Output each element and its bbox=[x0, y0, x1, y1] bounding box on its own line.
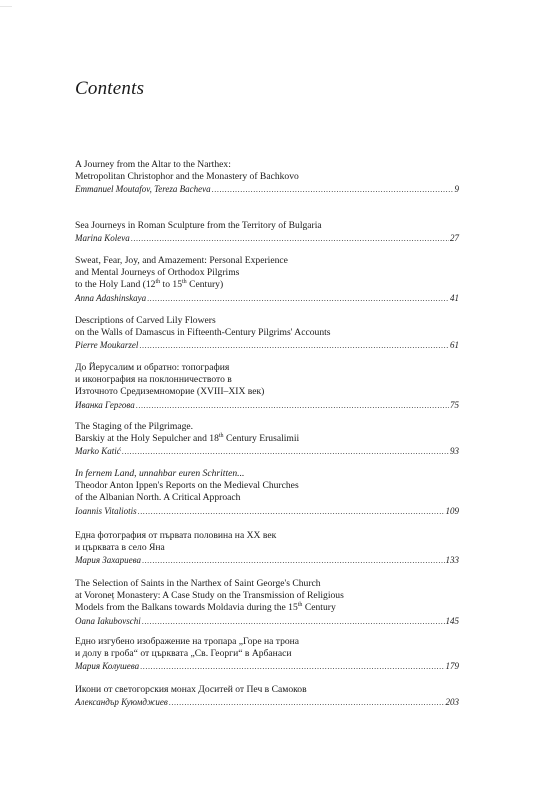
toc-entry[interactable] bbox=[75, 159, 459, 197]
entry-title-line: Източното Средиземноморие (XVIII–XIX век) bbox=[75, 386, 265, 398]
entry-page-number: 133 bbox=[445, 555, 459, 566]
entry-page-number: 9 bbox=[454, 184, 459, 195]
leader-dots bbox=[138, 506, 445, 518]
toc-entry[interactable] bbox=[75, 578, 459, 628]
entry-title-line: и долу в гроба“ от църквата „Св. Георги“ в Арбанаси bbox=[75, 648, 292, 660]
entry-page-number: 179 bbox=[445, 661, 459, 672]
toc-entry[interactable] bbox=[75, 255, 459, 305]
entry-title-line: The Staging of the Pilgrimage. bbox=[75, 421, 194, 432]
entry-author: Marko Katić bbox=[75, 446, 121, 457]
entry-page-number: 203 bbox=[445, 697, 459, 708]
toc-entry[interactable] bbox=[75, 530, 459, 568]
leader-dots bbox=[140, 661, 444, 673]
entry-title-line: of the Albanian North. A Critical Approach bbox=[75, 492, 241, 504]
entry-title-line: и иконография на поклонничеството в bbox=[75, 374, 232, 386]
leader-dots bbox=[142, 616, 445, 628]
entry-page-number: 41 bbox=[450, 292, 459, 303]
leader-dots bbox=[136, 400, 449, 412]
entry-author-row bbox=[75, 505, 459, 518]
leader-dots bbox=[147, 293, 449, 305]
toc-entry[interactable] bbox=[75, 636, 459, 674]
entry-page-number: 75 bbox=[450, 399, 459, 410]
entry-title-line: и църквата в село Яна bbox=[75, 542, 165, 554]
entry-page-number: 27 bbox=[450, 233, 459, 244]
entry-author-row bbox=[75, 660, 459, 673]
entry-title-line: Sweat, Fear, Joy, and Amazement: Personal Experience bbox=[75, 255, 288, 266]
entry-page-number: 145 bbox=[445, 615, 459, 626]
leader-dots bbox=[139, 340, 449, 352]
entry-title-line: До Йерусалим и обратно: топография bbox=[75, 362, 230, 373]
toc-entry[interactable] bbox=[75, 362, 459, 412]
entry-author-row bbox=[75, 399, 459, 412]
leader-dots bbox=[122, 446, 449, 458]
entry-author-row bbox=[75, 183, 459, 196]
entry-author-row bbox=[75, 445, 459, 458]
entry-author: Мария Колушева bbox=[75, 661, 140, 672]
entry-title-line: Икони от светогорския монах Доситей от Печ в Самоков bbox=[75, 684, 307, 695]
toc-entry[interactable] bbox=[75, 684, 459, 709]
entry-title-line: on the Walls of Damascus in Fifteenth-Century Pilgrims' Accounts bbox=[75, 327, 331, 339]
entry-title-line: and Mental Journeys of Orthodox Pilgrims bbox=[75, 267, 240, 279]
entry-page-number: 93 bbox=[450, 446, 459, 457]
entry-title-line: Sea Journeys in Roman Sculpture from the Territory of Bulgaria bbox=[75, 220, 322, 231]
entry-author: Emmanuel Moutafov, Tereza Bacheva bbox=[75, 184, 211, 195]
entry-title-line: Barskiy at the Holy Sepulcher and 18th Century Erusalimii bbox=[75, 433, 300, 445]
entry-author-row bbox=[75, 615, 459, 628]
entry-page-number: 61 bbox=[450, 340, 459, 351]
entry-author: Мария Захариева bbox=[75, 555, 141, 566]
toc-entry[interactable] bbox=[75, 315, 459, 353]
entry-author-row bbox=[75, 696, 459, 709]
page-title: Contents bbox=[75, 78, 145, 99]
entry-author: Ioannis Vitaliotis bbox=[75, 505, 137, 516]
leader-dots bbox=[169, 697, 445, 709]
entry-author-row bbox=[75, 554, 459, 567]
leader-dots bbox=[142, 555, 445, 567]
toc-entry[interactable] bbox=[75, 421, 459, 459]
entry-author-row bbox=[75, 232, 459, 245]
entry-author: Александър Куюмджиев bbox=[75, 697, 168, 708]
entry-title-line: Metropolitan Christophor and the Monastery of Bachkovo bbox=[75, 171, 299, 183]
entry-author: Pierre Moukarzel bbox=[75, 340, 139, 351]
toc-entry[interactable] bbox=[75, 468, 459, 518]
entry-title-line: Descriptions of Carved Lily Flowers bbox=[75, 315, 216, 326]
entry-author: Иванка Гергова bbox=[75, 399, 135, 410]
entry-title-line: Едно изгубено изображение на тропара „Горе на трона bbox=[75, 636, 300, 647]
entry-title-line: to the Holy Land (12th to 15th Century) bbox=[75, 279, 224, 291]
entry-italic-line: In fernem Land, unnahbar euren Schritten... bbox=[75, 468, 245, 479]
entry-title-line: A Journey from the Altar to the Narthex: bbox=[75, 159, 231, 170]
entry-author: Oana Iakubovschi bbox=[75, 615, 141, 626]
scan-edge-mark bbox=[0, 0, 12, 7]
entry-title-line: The Selection of Saints in the Narthex of Saint George's Church bbox=[75, 578, 321, 589]
toc-entry[interactable] bbox=[75, 220, 459, 245]
entry-title-line: Models from the Balkans towards Moldavia during the 15th Century bbox=[75, 602, 336, 614]
entry-author: Anna Adashinskaya bbox=[75, 292, 147, 303]
entry-author-row bbox=[75, 292, 459, 305]
entry-title-line: Theodor Anton Ippen's Reports on the Medieval Churches bbox=[75, 480, 299, 492]
entry-page-number: 109 bbox=[445, 505, 459, 516]
entry-title-line: Една фотография от първата половина на XX век bbox=[75, 530, 277, 541]
entry-author: Marina Koleva bbox=[75, 233, 130, 244]
entry-title-line: at Voroneț Monastery: A Case Study on the Transmission of Religious bbox=[75, 590, 344, 602]
leader-dots bbox=[212, 184, 454, 196]
entry-author-row bbox=[75, 339, 459, 352]
leader-dots bbox=[131, 233, 449, 245]
